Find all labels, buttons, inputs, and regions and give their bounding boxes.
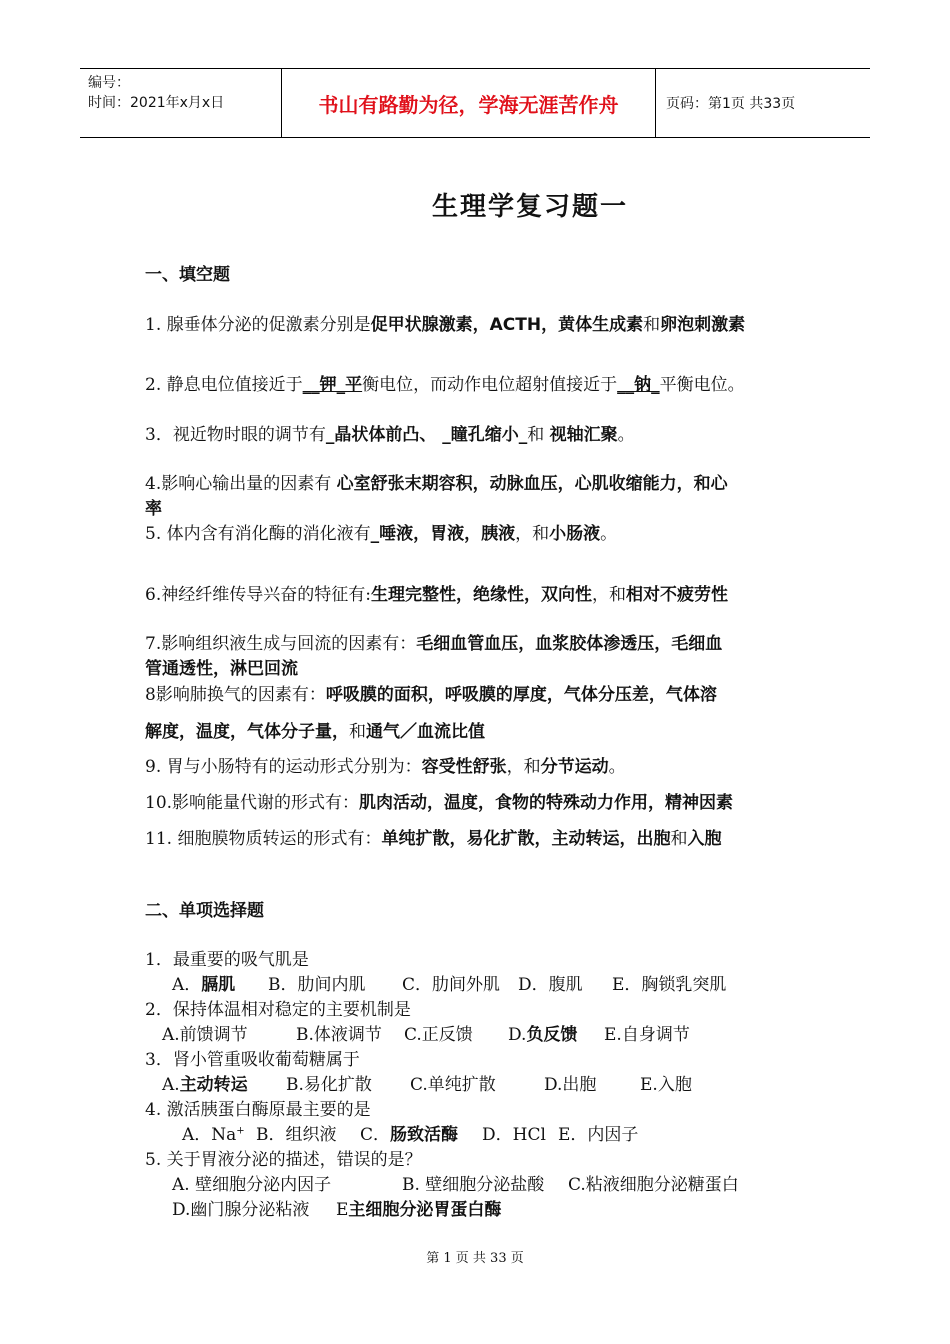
q3-option-d: D.出胞: [544, 1075, 597, 1095]
q3-option-c: C.单纯扩散: [410, 1075, 496, 1095]
fill-line-9: 9. 胃与小肠特有的运动形式分别为：容受性舒张，和分节运动。: [145, 757, 626, 777]
q5-option-d: D.幽门腺分泌粘液: [172, 1200, 310, 1220]
header-page: 页码：第1页 共33页: [666, 96, 796, 112]
question-5: 5. 关于胃液分泌的描述，错误的是？: [145, 1150, 422, 1170]
q2-option-d: D.负反馈: [508, 1025, 578, 1045]
fill-line-4-cont: 率: [145, 499, 162, 519]
q4-option-b: B．组织液: [256, 1125, 337, 1145]
fill-line-7-cont: 管通透性，淋巴回流: [145, 659, 298, 679]
fill-line-6: 6.神经纤维传导兴奋的特征有:生理完整性，绝缘性，双向性，和相对不疲劳性: [145, 585, 728, 605]
q5-option-c: C.粘液细胞分泌糖蛋白: [568, 1175, 739, 1195]
q5-option-b: B. 壁细胞分泌盐酸: [402, 1175, 545, 1195]
time-label: 时间：2021年x月x日: [88, 95, 225, 111]
q4-option-c: C．肠致活酶: [360, 1125, 459, 1145]
q1-option-a: A．膈肌: [172, 975, 236, 995]
q2-option-c: C.正反馈: [404, 1025, 473, 1045]
question-4: 4. 激活胰蛋白酶原最主要的是: [145, 1100, 371, 1120]
number-label: 编号：: [88, 75, 130, 91]
q1-option-b: B．肋间内肌: [268, 975, 366, 995]
question-3: 3．肾小管重吸收葡萄糖属于: [145, 1050, 360, 1070]
q4-option-a: A．Na+: [182, 1125, 245, 1145]
q3-option-b: B.易化扩散: [286, 1075, 372, 1095]
fill-line-3: 3．视近物时眼的调节有_晶状体前凸、 _瞳孔缩小_和 视轴汇聚。: [145, 425, 635, 445]
fill-line-1: 1. 腺垂体分泌的促激素分别是促甲状腺激素，ACTH，黄体生成素和卵泡刺激素: [145, 315, 746, 335]
q2-option-a: A.前馈调节: [162, 1025, 248, 1045]
q3-option-a: A.主动转运: [162, 1075, 248, 1095]
fill-line-8: 8影响肺换气的因素有：呼吸膜的面积，呼吸膜的厚度，气体分压差，气体溶: [145, 685, 717, 705]
page-footer: 第 1 页 共 33 页: [426, 1251, 524, 1266]
question-1: 1．最重要的吸气肌是: [145, 950, 309, 970]
fill-line-10: 10.影响能量代谢的形式有：肌肉活动，温度，食物的特殊动力作用，精神因素: [145, 793, 734, 813]
q4-option-e: E．内因子: [558, 1125, 639, 1145]
q4-option-d: D．HCl: [482, 1125, 546, 1145]
q5-option-e: E主细胞分泌胃蛋白酶: [336, 1200, 502, 1220]
section-heading-fill: 一、填空题: [145, 265, 230, 285]
q1-option-d: D．腹肌: [518, 975, 583, 995]
q1-option-c: C．肋间外肌: [402, 975, 501, 995]
fill-line-4: 4.影响心输出量的因素有 心室舒张末期容积，动脉血压，心肌收缩能力，和心: [145, 474, 728, 494]
q2-option-b: B.体液调节: [296, 1025, 382, 1045]
header-meta: [80, 69, 282, 137]
q5-option-a: A. 壁细胞分泌内因子: [172, 1175, 332, 1195]
page-title: 生理学复习题一: [431, 192, 628, 222]
question-2: 2．保持体温相对稳定的主要机制是: [145, 1000, 411, 1020]
q1-option-e: E．胸锁乳突肌: [612, 975, 727, 995]
fill-line-8-cont: 解度，温度，气体分子量，和通气／血流比值: [145, 722, 485, 742]
fill-line-5: 5. 体内含有消化酶的消化液有_唾液，胃液，胰液，和小肠液。: [145, 524, 618, 544]
fill-line-11: 11. 细胞膜物质转运的形式有：单纯扩散，易化扩散，主动转运，出胞和入胞: [145, 829, 722, 849]
fill-line-2: 2. 静息电位值接近于__钾_平衡电位，而动作电位超射值接近于__钠_平衡电位。: [145, 375, 745, 395]
header-table: [80, 68, 870, 138]
q3-option-e: E.入胞: [640, 1075, 692, 1095]
header-motto: 书山有路勤为径，学海无涯苦作舟: [282, 69, 656, 137]
q2-option-e: E.自身调节: [604, 1025, 690, 1045]
section-heading-choice: 二、单项选择题: [145, 901, 264, 921]
fill-line-7: 7.影响组织液生成与回流的因素有：毛细血管血压，血浆胶体渗透压，毛细血: [145, 634, 723, 654]
